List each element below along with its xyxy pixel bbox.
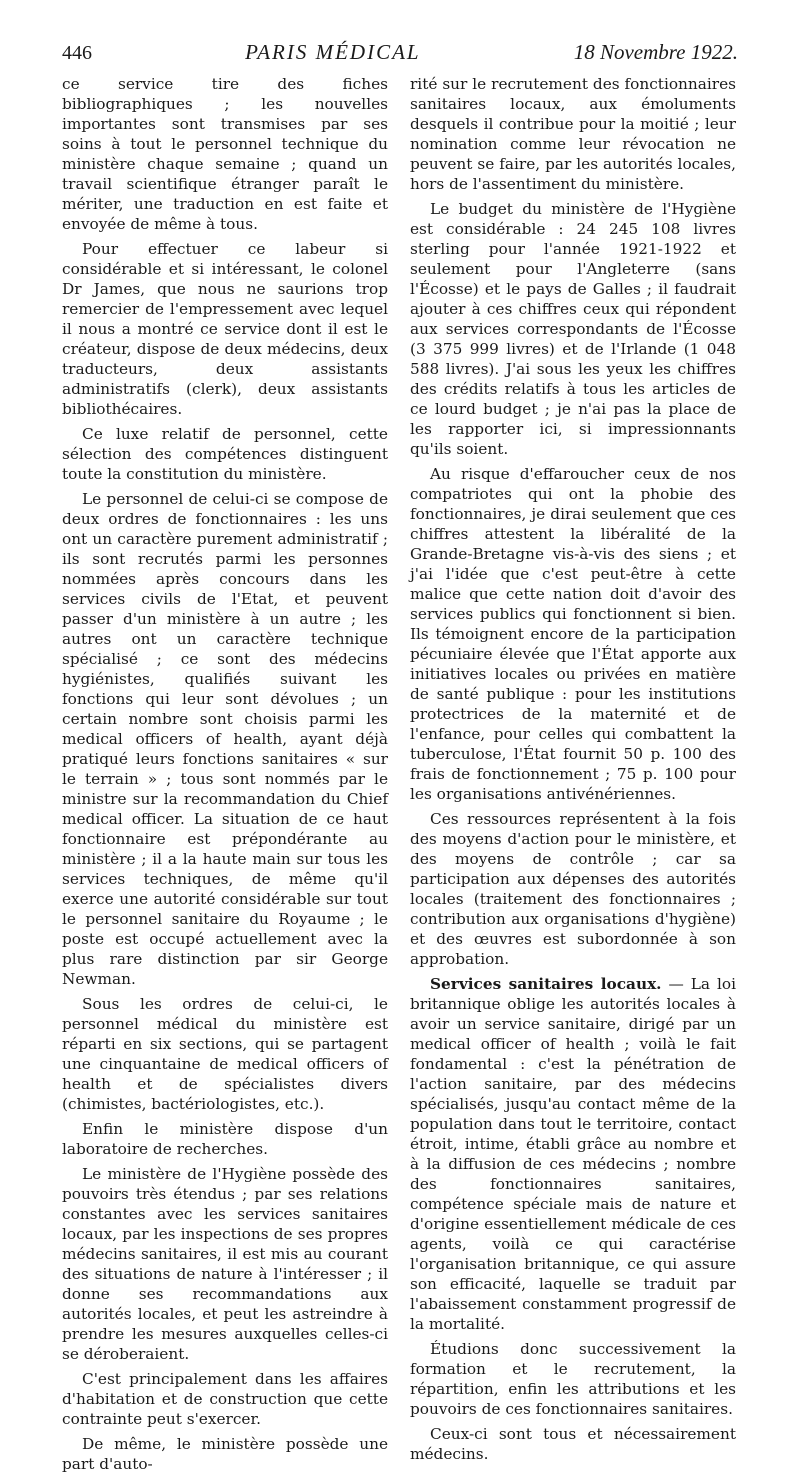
paragraph: Ceux-ci sont tous et nécessairement médecins.	[410, 1425, 736, 1463]
paragraph: Enfin le ministère dispose d'un laboratoire de recherches.	[62, 1120, 388, 1158]
paragraph: ce service tire des fiches bibliographiques ; les nouvelles importantes sont transmises par ses soins à tout le personnel technique du ministère chaque semaine ; quand un travail scientifique étranger paraît le mériter, une traduction en est faite et envoyée de même à tous.	[62, 75, 388, 233]
section-text: — La loi britannique oblige les autorités locales à avoir un service sanitaire, dirigé par un medical officer of health ; voilà le fait fondamental : c'est la pénétration de l'action sanitaire, par des médecins spécialisés, jusqu'au contact même de la population dans tout le territoire, contact étroit, intime, établi grâce au nombre et à la diffusion de ces médecins ; nombre des fonctionnaires sanitaires, compétence spéciale mais de nature et d'origine essentiellement médicale de ces agents, voilà ce qui caractérise l'organisation britannique, ce qui assure son efficacité, laquelle se traduit par l'abaissement constamment progressif de la mortalité.	[410, 975, 736, 1333]
right-column	[410, 74, 736, 1464]
paragraph: Le budget du ministère de l'Hygiène est considérable : 24 245 108 livres sterling pour l'année 1921-1922 et seulement pour l'Angleterre (sans l'Écosse) et le pays de Galles ; il faudrait ajouter à ces chiffres ceux qui répondent aux services correspondants de l'Écosse (3 375 999 livres) et de l'Irlande (1 048 588 livres). J'ai sous les yeux les chiffres des crédits relatifs à tous les articles de ce lourd budget ; je n'ai pas la place de les rapporter ici, si impressionnants qu'ils soient.	[410, 200, 736, 458]
paragraph: Au risque d'effaroucher ceux de nos compatriotes qui ont la phobie des fonctionnaires, je dirai seulement que ces chiffres attestent la libéralité de la Grande-Bretagne vis-à-vis des siens ; et j'ai l'idée que c'est peut-être à cette malice que cette nation doit d'avoir des services publics qui fonctionnent si bien. Ils témoignent encore de la participation pécuniaire élevée que l'État apporte aux initiatives locales ou privées en matière de santé publique : pour les institutions protectrices de la maternité et de l'enfance, pour celles qui combattent la tuberculose, l'État fournit 50 p. 100 des frais de fonctionnement ; 75 p. 100 pour les organisations antivénériennes.	[410, 465, 736, 803]
page-number: 446	[62, 42, 92, 64]
paragraph: Ce luxe relatif de personnel, cette sélection des compétences distinguent toute la constitution du ministère.	[62, 425, 388, 483]
journal-title: PARIS MÉDICAL	[245, 40, 421, 64]
paragraph: Ces ressources représentent à la fois des moyens d'action pour le ministère, et des moyens de contrôle ; car sa participation aux dépenses des autorités locales (traitement des fonctionnaires ; contribution aux organisations d'hygiène) et des œuvres est subordonnée à son approbation.	[410, 810, 736, 968]
paragraph: Étudions donc successivement la formation et le recrutement, la répartition, enfin les attributions et les pouvoirs de ces fonctionnaires sanitaires.	[410, 1340, 736, 1418]
paragraph: Pour effectuer ce labeur si considérable et si intéressant, le colonel Dr James, que nous ne saurions trop remercier de l'empressement avec lequel il nous a montré ce service dont il est le créateur, dispose de deux médecins, deux traducteurs, deux assistants administratifs (clerk), deux assistants bibliothécaires.	[62, 240, 388, 418]
issue-date: 18 Novembre 1922.	[573, 40, 738, 64]
section-heading: Services sanitaires locaux.	[430, 975, 662, 993]
paragraph-continuation: rité sur le recrutement des fonctionnaires sanitaires locaux, aux émoluments desquels il contribue pour la moitié ; leur nomination comme leur révocation ne peuvent se faire, par les autorités locales, hors de l'assentiment du ministère.	[410, 75, 736, 193]
paragraph: Sous les ordres de celui-ci, le personnel médical du ministère est réparti en six sections, qui se partagent une cinquantaine de medical officers of health et de spécialistes divers (chimistes, bactériologistes, etc.).	[62, 995, 388, 1113]
section-paragraph	[410, 974, 736, 1334]
paragraph: C'est principalement dans les affaires d'habitation et de construction que cette contrainte peut s'exercer.	[62, 1370, 388, 1428]
paragraph: Le personnel de celui-ci se compose de deux ordres de fonctionnaires : les uns ont un caractère purement administratif ; ils sont recrutés parmi les personnes nommées après concours dans les services civils de l'Etat, et peuvent passer d'un ministère à un autre ; les autres ont un caractère technique spécialisé ; ce sont des médecins hygiénistes, qualifiés suivant les fonctions qui leur sont dévolues ; un certain nombre sont choisis parmi les medical officers of health, ayant déjà pratiqué leurs fonctions sanitaires « sur le terrain » ; tous sont nommés par le ministre sur la recommandation du Chief medical officer. La situation de ce haut fonctionnaire est prépondérante au ministère ; il a la haute main sur tous les services techniques, de même qu'il exerce une autorité considérable sur tout le personnel sanitaire du Royaume ; le poste est occupé actuellement avec la plus rare distinction par sir George Newman.	[62, 490, 388, 988]
paragraph: Le ministère de l'Hygiène possède des pouvoirs très étendus ; par ses relations constantes avec les services sanitaires locaux, par les inspections de ses propres médecins sanitaires, il est mis au courant des situations de nature à l'intéresser ; il donne ses recommandations aux autorités locales, et peut les astreindre à prendre les mesures auxquelles celles-ci se déroberaient.	[62, 1165, 388, 1363]
paragraph: De même, le ministère possède une part d'auto-	[62, 1435, 388, 1473]
running-header	[62, 40, 738, 72]
left-column	[62, 74, 388, 1474]
